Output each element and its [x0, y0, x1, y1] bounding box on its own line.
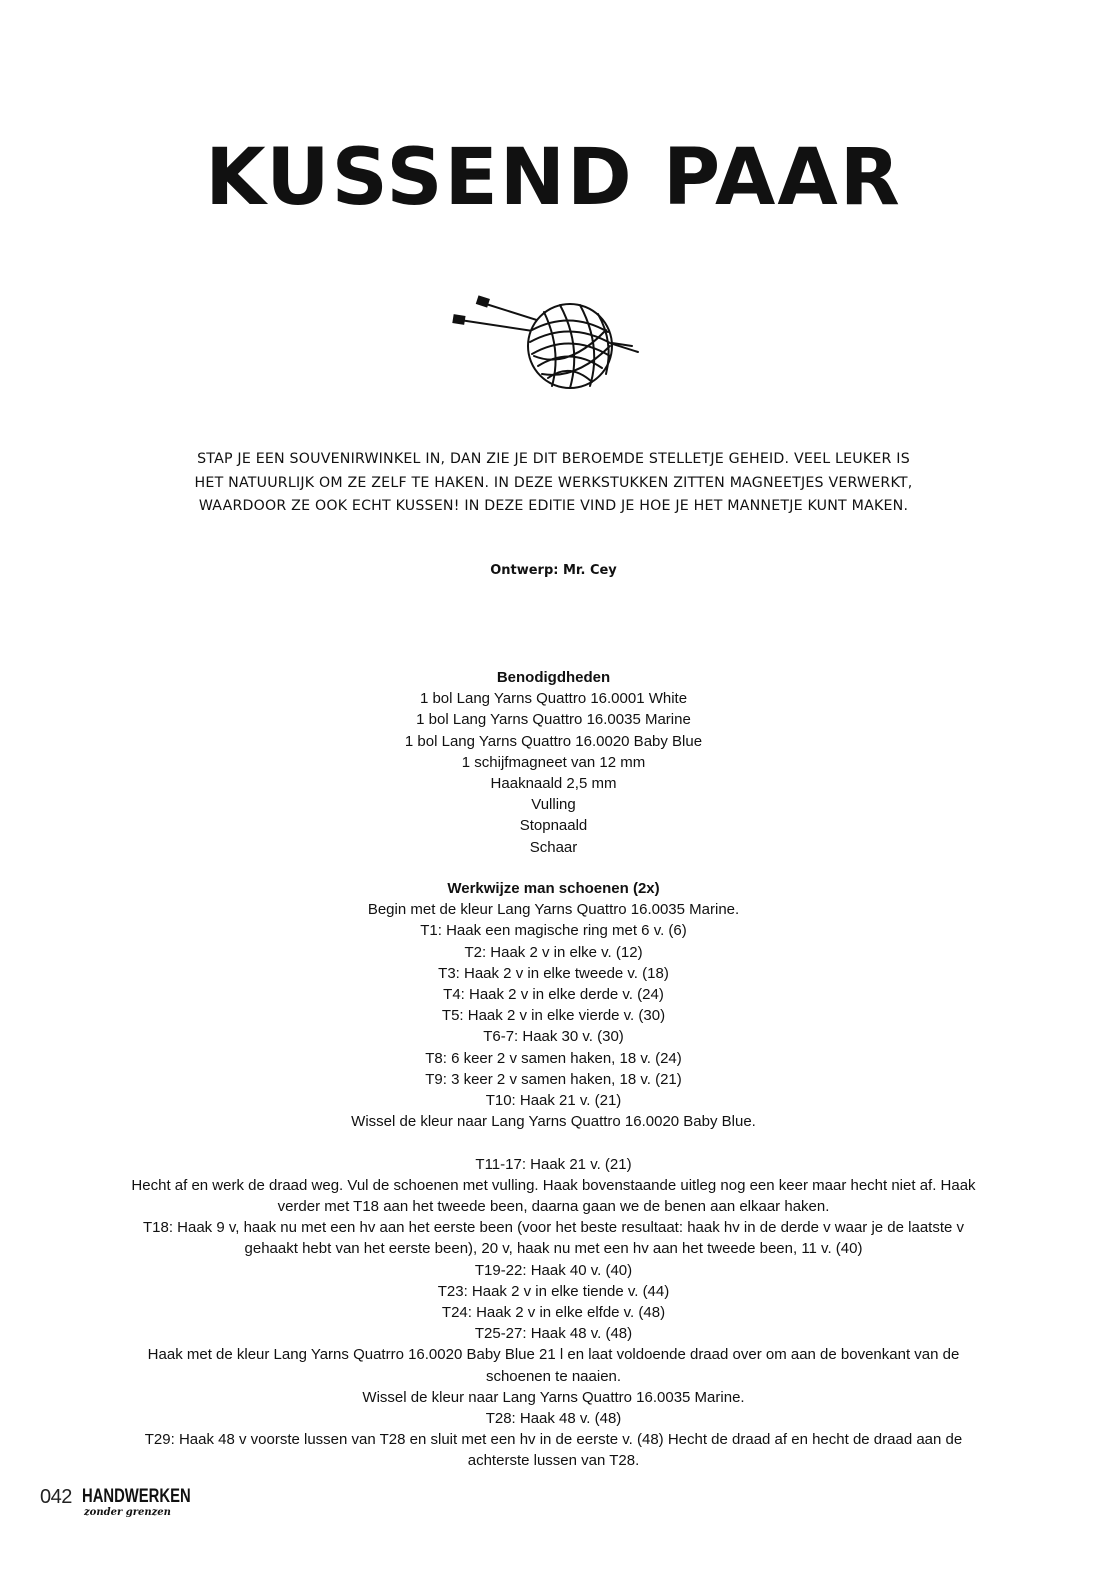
- method-line: T11-17: Haak 21 v. (21): [475, 1155, 632, 1173]
- method-line: Hecht af en werk de draad weg. Vul de schoenen met vulling. Haak bovenstaande uitleg nog een keer maar hecht niet af. Haak verder met T18 aan het tweede been, daarna gaan we de benen aan elkaar haken.: [131, 1176, 980, 1216]
- material-item: Schaar: [529, 838, 578, 856]
- method-line: T2: Haak 2 v in elke v. (12): [464, 943, 643, 961]
- method-line: T1: Haak een magische ring met 6 v. (6): [420, 922, 687, 940]
- page-title: KUSSEND PAAR: [205, 133, 902, 223]
- material-item: Vulling: [531, 796, 576, 814]
- method-line: T23: Haak 2 v in elke tiende v. (44): [437, 1282, 670, 1300]
- method-spacer: [130, 1132, 977, 1153]
- material-item: Haaknaald 2,5 mm: [490, 775, 617, 793]
- page-footer: [40, 1484, 200, 1520]
- method-section: [130, 878, 980, 1472]
- method-heading: Werkwijze man schoenen (2x): [447, 880, 660, 897]
- method-line: T18: Haak 9 v, haak nu met een hv aan het eerste been (voor het beste resultaat: haak hv in de derde v waar je de laatste v gehaakt hebt van het eerste been), 20 v, haak nu met een hv aan het tweede been, 11 v. (40): [142, 1219, 969, 1258]
- material-item: Stopnaald: [519, 817, 588, 835]
- method-line: T10: Haak 21 v. (21): [485, 1092, 622, 1110]
- method-line: T25-27: Haak 48 v. (48): [474, 1325, 633, 1343]
- magazine-logo-name: HANDWERKEN: [82, 1486, 191, 1507]
- method-line: T29: Haak 48 v voorste lussen van T28 en sluit met een hv in de eerste v. (48) Hecht de draad af en hecht de draad aan de achterste lussen van T28.: [144, 1431, 967, 1470]
- method-line: Begin met de kleur Lang Yarns Quattro 16.0035 Marine.: [367, 901, 740, 919]
- method-line: T6-7: Haak 30 v. (30): [483, 1028, 624, 1046]
- materials-section: [130, 667, 977, 858]
- material-item: 1 bol Lang Yarns Quattro 16.0035 Marine: [416, 711, 691, 729]
- material-item: 1 bol Lang Yarns Quattro 16.0020 Baby Blue: [404, 732, 703, 750]
- yarn-ball-with-knitting-needles-icon: [452, 290, 648, 390]
- method-line: T8: 6 keer 2 v samen haken, 18 v. (24): [425, 1049, 682, 1067]
- intro-text: STAP JE EEN SOUVENIRWINKEL IN, DAN ZIE JE DIT BEROEMDE STELLETJE GEHEID. VEEL LEUKER IS HET NATUURLIJK OM ZE ZELF TE HAKEN. IN DEZE WERKSTUKKEN ZITTEN MAGNEETJES VERWERKT, WAARDOOR ZE OOK ECHT KUSSEN! IN DEZE EDITIE VIND JE HOE JE HET MANNETJE KUNT MAKEN.: [194, 451, 913, 514]
- material-item: 1 schijfmagneet van 12 mm: [461, 753, 646, 771]
- method-line: Wissel de kleur naar Lang Yarns Quattro 16.0020 Baby Blue.: [351, 1113, 756, 1131]
- method-line: T9: 3 keer 2 v samen haken, 18 v. (21): [425, 1070, 682, 1088]
- method-line: T28: Haak 48 v. (48): [485, 1410, 622, 1428]
- method-line: T24: Haak 2 v in elke elfde v. (48): [441, 1304, 666, 1322]
- method-line: T3: Haak 2 v in elke tweede v. (18): [438, 964, 669, 982]
- method-line: T19-22: Haak 40 v. (40): [474, 1261, 633, 1279]
- method-line: Haak met de kleur Lang Yarns Quatrro 16.0020 Baby Blue 21 l en laat voldoende draad over om aan de bovenkant van de schoenen te naaien.: [147, 1346, 964, 1385]
- method-line: T5: Haak 2 v in elke vierde v. (30): [441, 1007, 666, 1025]
- designer-credit: Ontwerp: Mr. Cey: [490, 563, 617, 578]
- material-item: 1 bol Lang Yarns Quattro 16.0001 White: [419, 690, 688, 708]
- materials-heading: Benodigdheden: [496, 669, 611, 686]
- page-number: 042: [40, 1486, 72, 1508]
- method-line: T4: Haak 2 v in elke derde v. (24): [443, 986, 664, 1004]
- magazine-logo-tagline: zonder grenzen: [84, 1507, 171, 1518]
- method-line: Wissel de kleur naar Lang Yarns Quattro 16.0035 Marine.: [362, 1388, 745, 1406]
